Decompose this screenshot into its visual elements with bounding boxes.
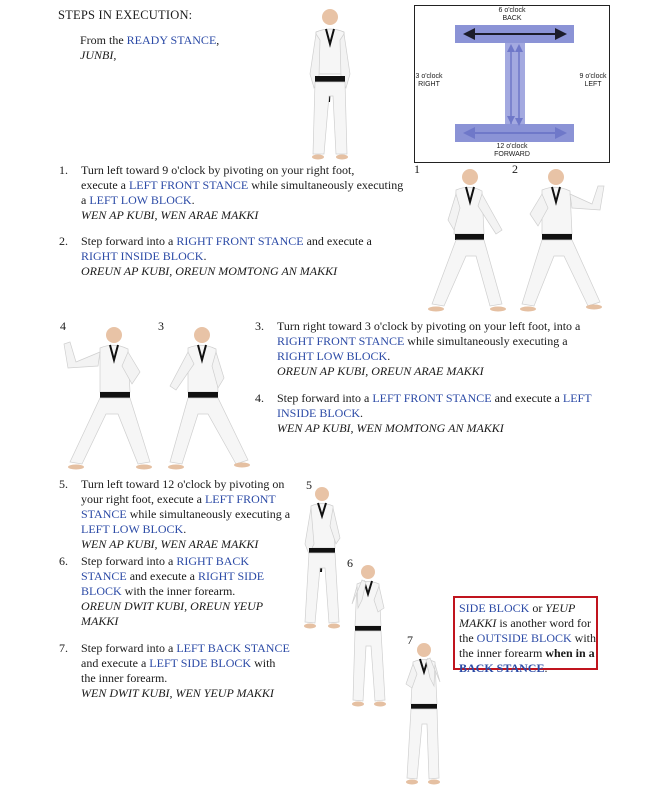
direction-arrows bbox=[415, 6, 609, 162]
figure-number-4: 4 bbox=[60, 319, 66, 333]
figure-2-right-front-stance bbox=[516, 164, 608, 316]
figure-5-left-front-stance bbox=[300, 482, 344, 632]
figure-7-left-back-stance bbox=[402, 638, 446, 788]
section-header: STEPS IN EXECUTION: bbox=[58, 8, 193, 22]
step-2: 2. Step forward into a RIGHT FRONT STANCE and execute a RIGHT INSIDE BLOCK. OREUN AP KUBI, OREUN MOMTONG AN MAKKI bbox=[59, 234, 372, 278]
figure-number-2: 2 bbox=[512, 162, 518, 176]
figure-number-6: 6 bbox=[347, 556, 353, 570]
step-6: 6. Step forward into a RIGHT BACK STANCE and execute a RIGHT SIDE BLOCK with the inner forearm. OREUN DWIT KUBI, OREUN YEUP MAKKI bbox=[59, 554, 265, 628]
figure-number-5: 5 bbox=[306, 478, 312, 492]
back-label: 6 o'clock BACK bbox=[498, 7, 526, 22]
step-4: 4. Step forward into a LEFT FRONT STANCE and execute a LEFT INSIDE BLOCK. WEN AP KUBI, WEN MOMTONG AN MAKKI bbox=[255, 391, 592, 435]
figure-number-7: 7 bbox=[407, 633, 413, 647]
figure-1-left-front-stance bbox=[418, 164, 512, 316]
figure-6-right-back-stance bbox=[346, 560, 390, 710]
right-label: 3 o'clock RIGHT bbox=[415, 73, 443, 88]
side-block-callout: SIDE BLOCK or YEUP MAKKI is another word for the OUTSIDE BLOCK with the inner forearm when in a BACK STANCE. bbox=[453, 596, 598, 670]
left-label: 9 o'clock LEFT bbox=[579, 73, 607, 88]
junbi-term: JUNBI, bbox=[80, 48, 117, 62]
figure-4-left-front-stance bbox=[62, 322, 154, 474]
step-3: 3. Turn right toward 3 o'clock by pivoting on your left foot, into a RIGHT FRONT STANCE while simultaneously executing a RIGHT LOW BLOCK. OREUN AP KUBI, OREUN ARAE MAKKI bbox=[255, 319, 581, 378]
figure-3-right-front-stance bbox=[160, 322, 254, 474]
step-7: 7. Step forward into a LEFT BACK STANCE and execute a LEFT SIDE BLOCK with the inner forearm. WEN DWIT KUBI, WEN YEUP MAKKI bbox=[59, 641, 290, 700]
intro-text: From the READY STANCE, JUNBI, bbox=[80, 33, 220, 62]
ready-stance-figure bbox=[300, 4, 360, 162]
figure-number-3: 3 bbox=[158, 319, 164, 333]
step-5: 5. Turn left toward 12 o'clock by pivoting on your right foot, execute a LEFT FRONT STANCE while simultaneously executing a LEFT LOW BLOCK. WEN AP KUBI, WEN ARAE MAKKI bbox=[59, 477, 291, 551]
step-1: 1. Turn left toward 9 o'clock by pivoting on your right foot, execute a LEFT FRONT STANCE while simultaneously executing a LEFT LOW BLOCK. WEN AP KUBI, WEN ARAE MAKKI bbox=[59, 163, 404, 222]
ready-stance-term: READY STANCE bbox=[126, 33, 217, 47]
direction-diagram bbox=[414, 5, 610, 163]
forward-label: 12 o'clock FORWARD bbox=[494, 143, 530, 158]
figure-number-1: 1 bbox=[414, 162, 420, 176]
